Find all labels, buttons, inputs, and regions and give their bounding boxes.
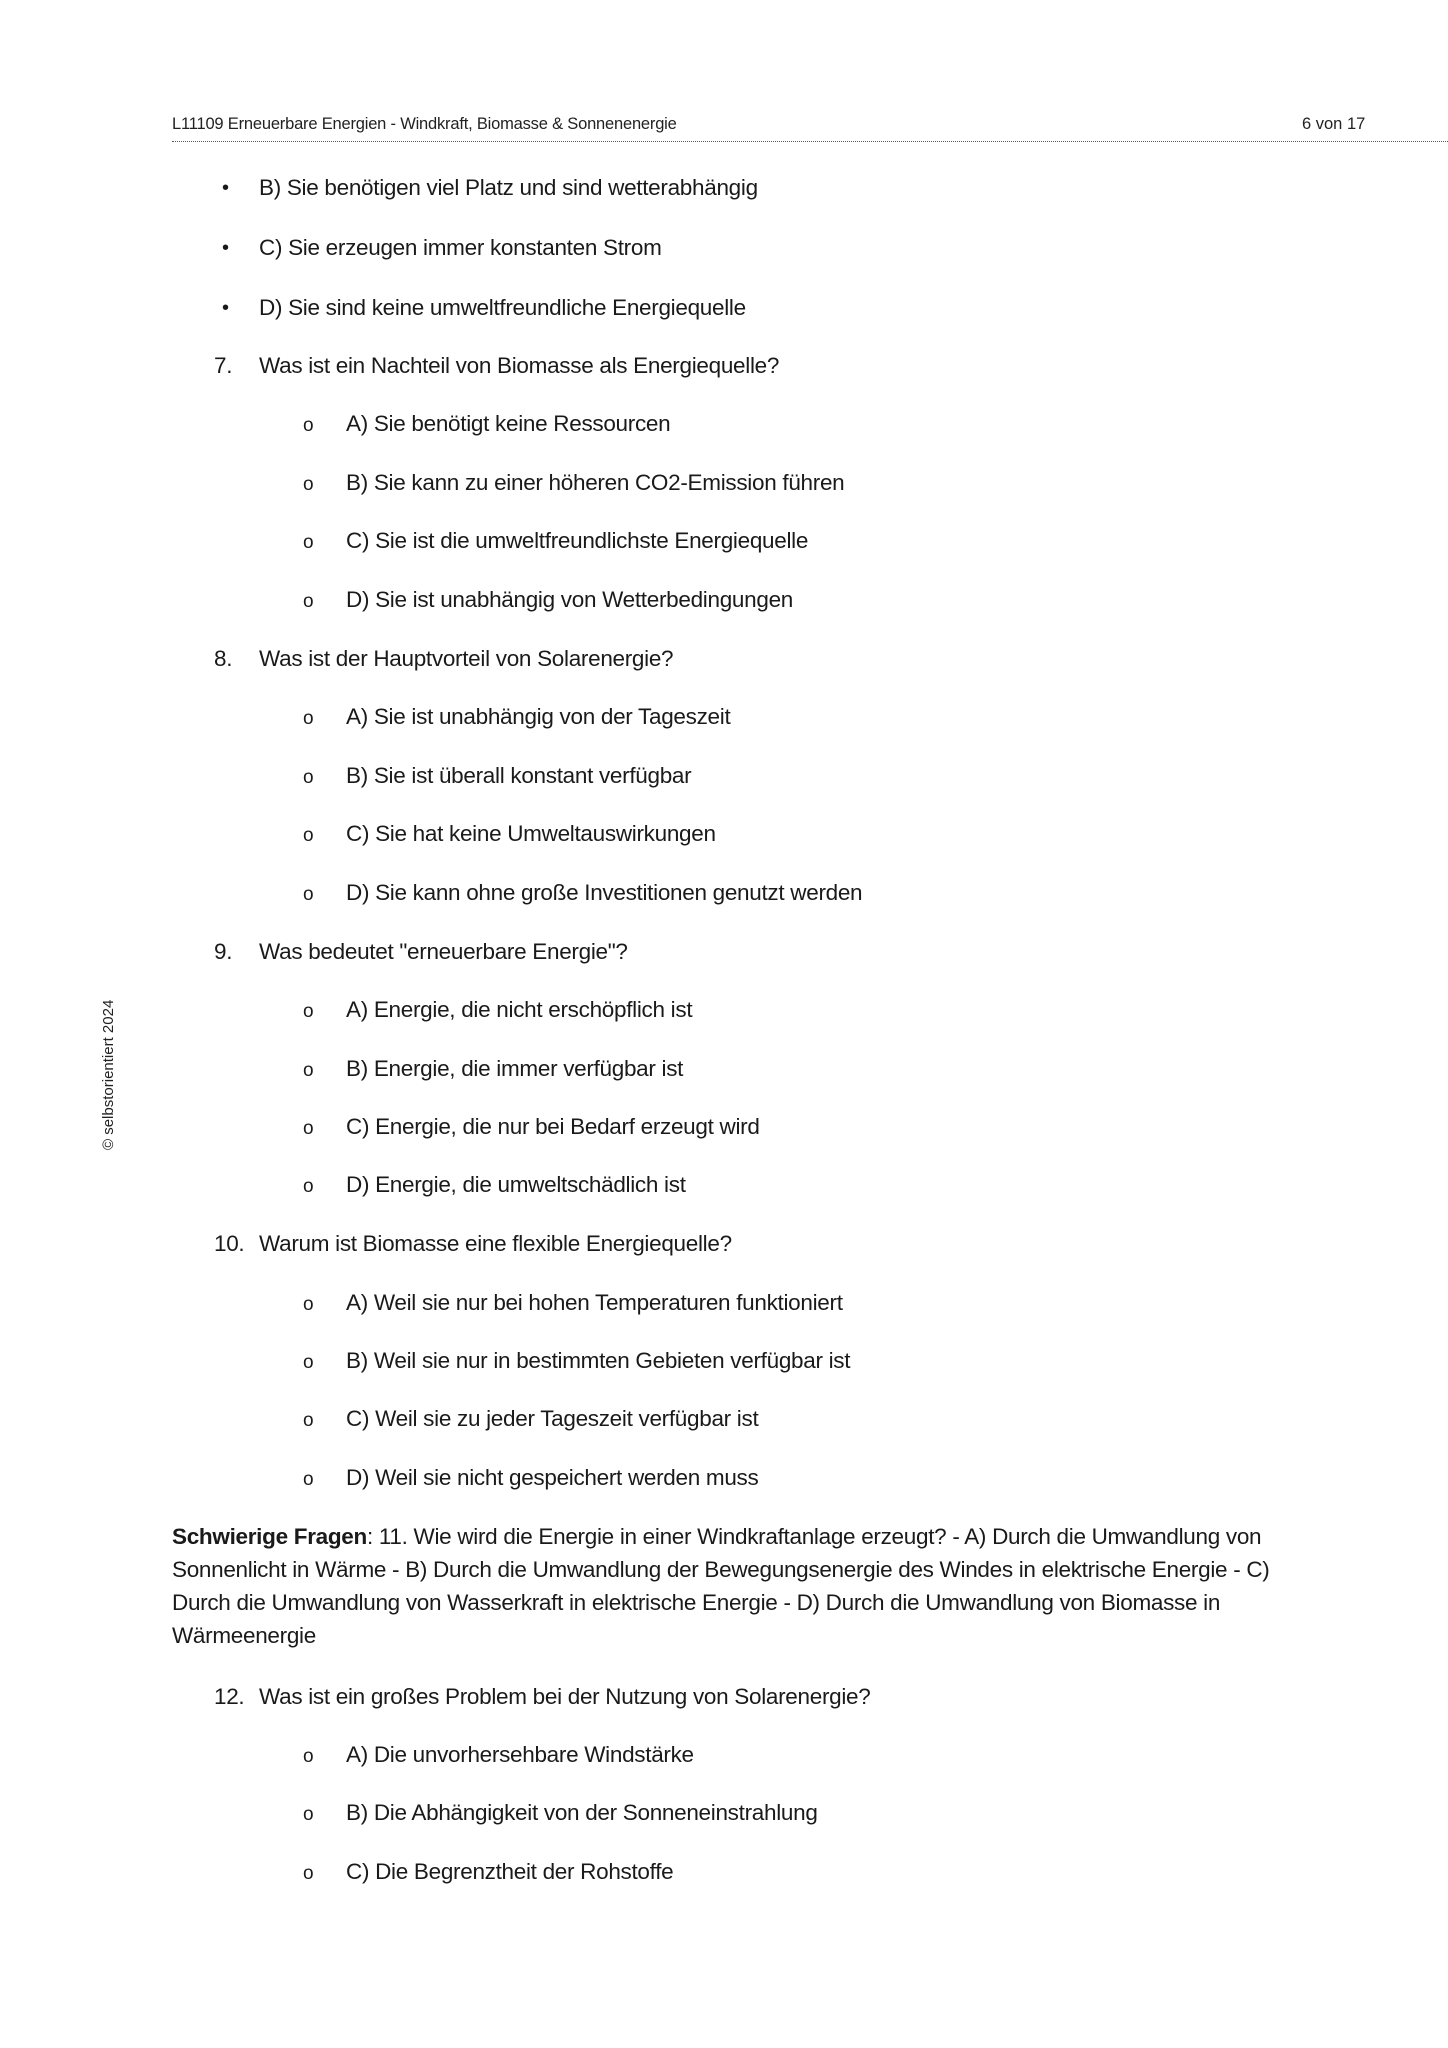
circle-bullet-icon: o [303, 1410, 314, 1431]
circle-bullet-icon: o [303, 1001, 314, 1022]
circle-bullet-icon: o [303, 708, 314, 729]
option-text: C) Energie, die nur bei Bedarf erzeugt wird [346, 1114, 760, 1139]
bullet-icon: • [222, 237, 229, 259]
circle-bullet-icon: o [303, 1118, 314, 1139]
circle-bullet-icon: o [303, 767, 314, 788]
question-number: 8. [214, 646, 233, 671]
option-text: B) Sie ist überall konstant verfügbar [346, 763, 692, 788]
option-text: A) Sie benötigt keine Ressourcen [346, 411, 671, 436]
option-text: C) Die Begrenztheit der Rohstoffe [346, 1859, 674, 1884]
page-header [172, 113, 1448, 142]
difficult-questions-paragraph [172, 1520, 1272, 1652]
question-text: Was ist ein großes Problem bei der Nutzung von Solarenergie? [259, 1684, 871, 1709]
option-text: A) Sie ist unabhängig von der Tageszeit [346, 704, 731, 729]
option-text: B) Die Abhängigkeit von der Sonneneinstrahlung [346, 1800, 818, 1825]
circle-bullet-icon: o [303, 825, 314, 846]
circle-bullet-icon: o [303, 1804, 314, 1825]
option-text: C) Sie hat keine Umweltauswirkungen [346, 821, 716, 846]
option-text: D) Sie ist unabhängig von Wetterbedingungen [346, 587, 793, 612]
option-text: C) Sie ist die umweltfreundlichste Energiequelle [346, 528, 809, 553]
option-text: A) Weil sie nur bei hohen Temperaturen funktioniert [346, 1290, 843, 1315]
option-text: D) Sie kann ohne große Investitionen genutzt werden [346, 880, 863, 905]
question-text: Warum ist Biomasse eine flexible Energiequelle? [259, 1231, 732, 1256]
bullet-icon: • [222, 177, 229, 199]
circle-bullet-icon: o [303, 1352, 314, 1373]
question-number: 10. [214, 1231, 245, 1256]
question-text: Was ist ein Nachteil von Biomasse als Energiequelle? [259, 353, 780, 378]
circle-bullet-icon: o [303, 532, 314, 553]
option-text: B) Sie kann zu einer höheren CO2-Emission führen [346, 470, 845, 495]
circle-bullet-icon: o [303, 1863, 314, 1884]
circle-bullet-icon: o [303, 1746, 314, 1767]
page-number: 6 von 17 [1302, 115, 1366, 133]
option-text: A) Die unvorhersehbare Windstärke [346, 1742, 694, 1767]
circle-bullet-icon: o [303, 1176, 314, 1197]
section-label: Schwierige Fragen [172, 1524, 367, 1549]
document-title: L11109 Erneuerbare Energien - Windkraft, Biomasse & Sonnenenergie [172, 115, 677, 133]
option-text: C) Sie erzeugen immer konstanten Strom [259, 235, 662, 260]
option-text: B) Sie benötigen viel Platz und sind wetterabhängig [259, 175, 758, 200]
question-number: 9. [214, 939, 233, 964]
circle-bullet-icon: o [303, 1060, 314, 1081]
option-text: B) Energie, die immer verfügbar ist [346, 1056, 684, 1081]
question-text: Was bedeutet "erneuerbare Energie"? [259, 939, 628, 964]
question-11-text: : 11. Wie wird die Energie in einer Windkraftanlage erzeugt? - A) Durch die Umwandlung von Sonnenlicht in Wärme - B) Durch die Umwandlung der Bewegungsenergie des Windes in elektrische Energie - C) Durch die Umwandlung von Wasserkraft in elektrische Energie - D) Durch die Umwandlung von Biomasse in Wärmeenergie [172, 1524, 1270, 1648]
bullet-icon: • [222, 297, 229, 319]
question-text: Was ist der Hauptvorteil von Solarenergie? [259, 646, 674, 671]
option-text: D) Weil sie nicht gespeichert werden muss [346, 1465, 759, 1490]
question-number: 7. [214, 353, 233, 378]
option-text: B) Weil sie nur in bestimmten Gebieten verfügbar ist [346, 1348, 851, 1373]
question-number: 12. [214, 1684, 245, 1709]
circle-bullet-icon: o [303, 415, 314, 436]
circle-bullet-icon: o [303, 1294, 314, 1315]
circle-bullet-icon: o [303, 884, 314, 905]
option-text: D) Energie, die umweltschädlich ist [346, 1172, 686, 1197]
circle-bullet-icon: o [303, 591, 314, 612]
option-text: C) Weil sie zu jeder Tageszeit verfügbar ist [346, 1406, 759, 1431]
copyright-note: © selbstorientiert 2024 [100, 999, 117, 1150]
circle-bullet-icon: o [303, 1469, 314, 1490]
circle-bullet-icon: o [303, 474, 314, 495]
option-text: D) Sie sind keine umweltfreundliche Energiequelle [259, 295, 746, 320]
option-text: A) Energie, die nicht erschöpflich ist [346, 997, 693, 1022]
